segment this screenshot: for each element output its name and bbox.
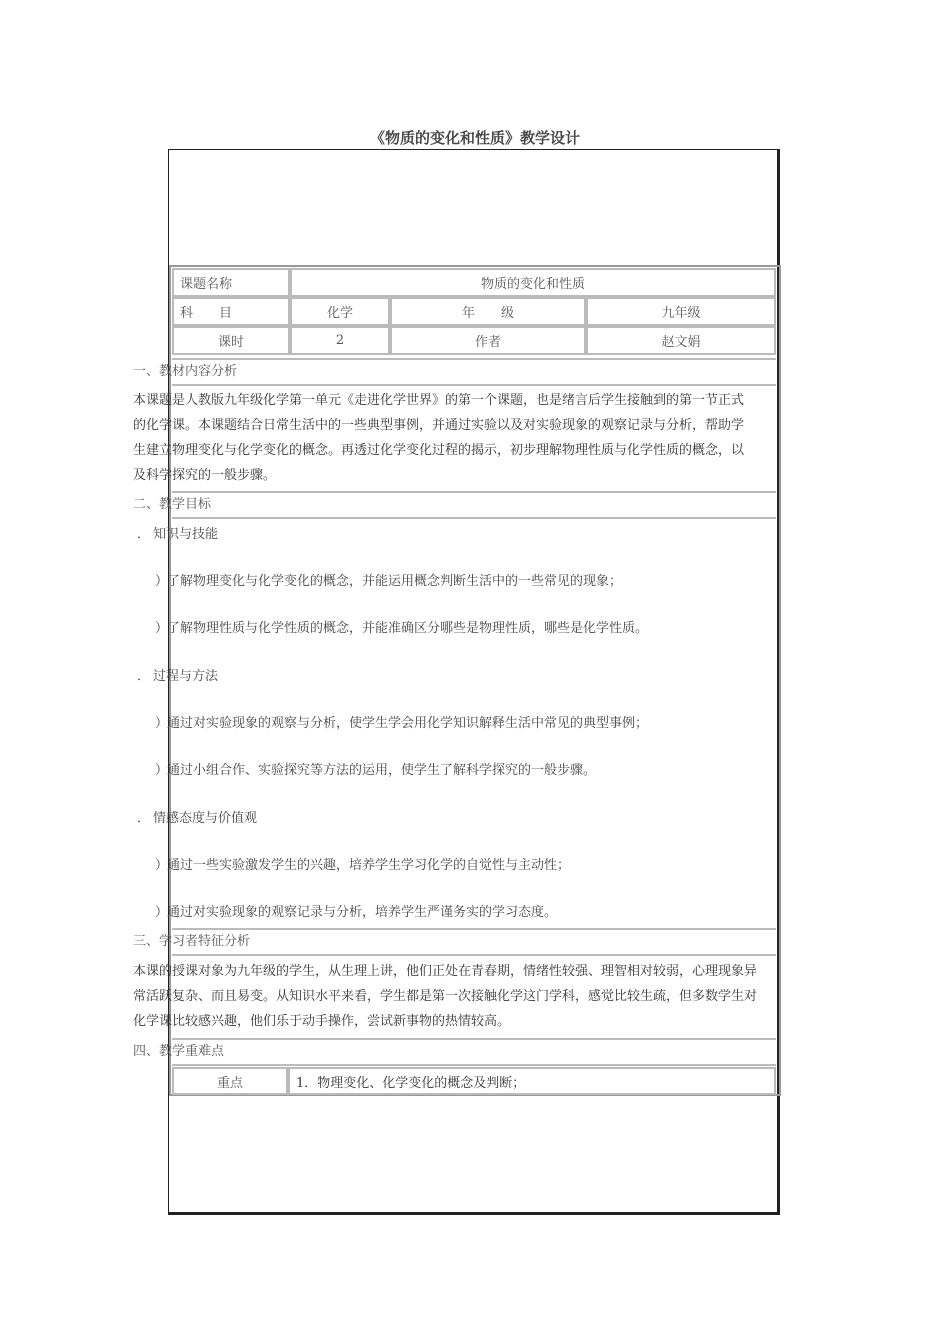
grade-value: 九年级 (586, 297, 776, 326)
author-value: 赵文娟 (586, 326, 776, 355)
section-bar-textbook (172, 358, 776, 386)
group-title: 知识与技能 (153, 527, 219, 542)
paragraph-line: 及科学探究的一般步骤。 (133, 468, 277, 483)
objective-item: 通过一些实验激发学生的兴趣，培养学生学习化学的自觉性与主动性； (167, 858, 571, 873)
objective-item: 通过对实验现象的观察与分析，使学生学会用化学知识解释生活中常见的典型事例； (167, 716, 649, 731)
item-mark: ） (155, 763, 169, 778)
group-title: 情感态度与价值观 (153, 811, 258, 826)
section-heading-key-points: 四、教学重难点 (133, 1044, 225, 1059)
paragraph-line: 本课题是人教版九年级化学第一单元《走进化学世界》的第一个课题，也是绪言后学生接触到的第一节正式 (133, 393, 745, 408)
paragraph-line: 的化学课。本课题结合日常生活中的一些典型事例，并通过实验以及对实验现象的观察记录与分析，帮助学 (133, 418, 745, 433)
section-heading-textbook: 一、教材内容分析 (133, 364, 238, 379)
item-mark: ） (155, 621, 169, 636)
paragraph-line: 常活跃复杂、而且易变。从知识水平来看，学生都是第一次接触化学这门学科，感觉比较生疏，但多数学生对 (133, 989, 758, 1004)
author-label: 作者 (390, 326, 586, 355)
section-heading-objectives: 二、教学目标 (133, 497, 212, 512)
objective-item: 了解物理变化与化学变化的概念，并能运用概念判断生活中的一些常见的现象； (167, 574, 623, 589)
objective-item: 了解物理性质与化学性质的概念，并能准确区分哪些是物理性质，哪些是化学性质。 (167, 621, 649, 636)
subject-label: 科 目 (172, 297, 290, 326)
section-bar-objectives (172, 491, 776, 519)
grade-label: 年 级 (390, 297, 586, 326)
item-mark: ） (155, 905, 169, 920)
objective-item: 通过小组合作、实验探究等方法的运用，使学生了解科学探究的一般步骤。 (167, 763, 597, 778)
item-mark: ） (155, 574, 169, 589)
group-number: ． (137, 811, 151, 826)
document-title: 《物质的变化和性质》教学设计 (369, 129, 580, 147)
objective-item: 通过对实验现象的观察记录与分析，培养学生严谨务实的学习态度。 (167, 905, 558, 920)
periods-value: 2 (290, 326, 390, 355)
section-heading-learners: 三、学习者特征分析 (133, 934, 251, 949)
topic-label: 课题名称 (172, 268, 290, 297)
topic-value: 物质的变化和性质 (290, 268, 776, 297)
item-mark: ） (155, 858, 169, 873)
section-bar-learners (172, 928, 776, 956)
paragraph-line: 本课的授课对象为九年级的学生，从生理上讲，他们正处在青春期，情绪性较强、理智相对较弱，心理现象异 (133, 964, 758, 979)
item-mark: ） (155, 716, 169, 731)
section-bar-key-points (172, 1038, 776, 1066)
subject-value: 化学 (290, 297, 390, 326)
key-point-label: 重点 (172, 1067, 288, 1095)
key-point-text: 1．物理变化、化学变化的概念及判断； (288, 1067, 776, 1095)
group-title: 过程与方法 (153, 669, 219, 684)
group-number: ． (137, 669, 151, 684)
paragraph-line: 生建立物理变化与化学变化的概念。再透过化学变化过程的揭示，初步理解物理性质与化学性质的概念，以 (133, 443, 745, 458)
periods-label: 课时 (172, 326, 290, 355)
group-number: ． (137, 527, 151, 542)
paragraph-line: 化学课比较感兴趣，他们乐于动手操作，尝试新事物的热情较高。 (133, 1014, 511, 1029)
